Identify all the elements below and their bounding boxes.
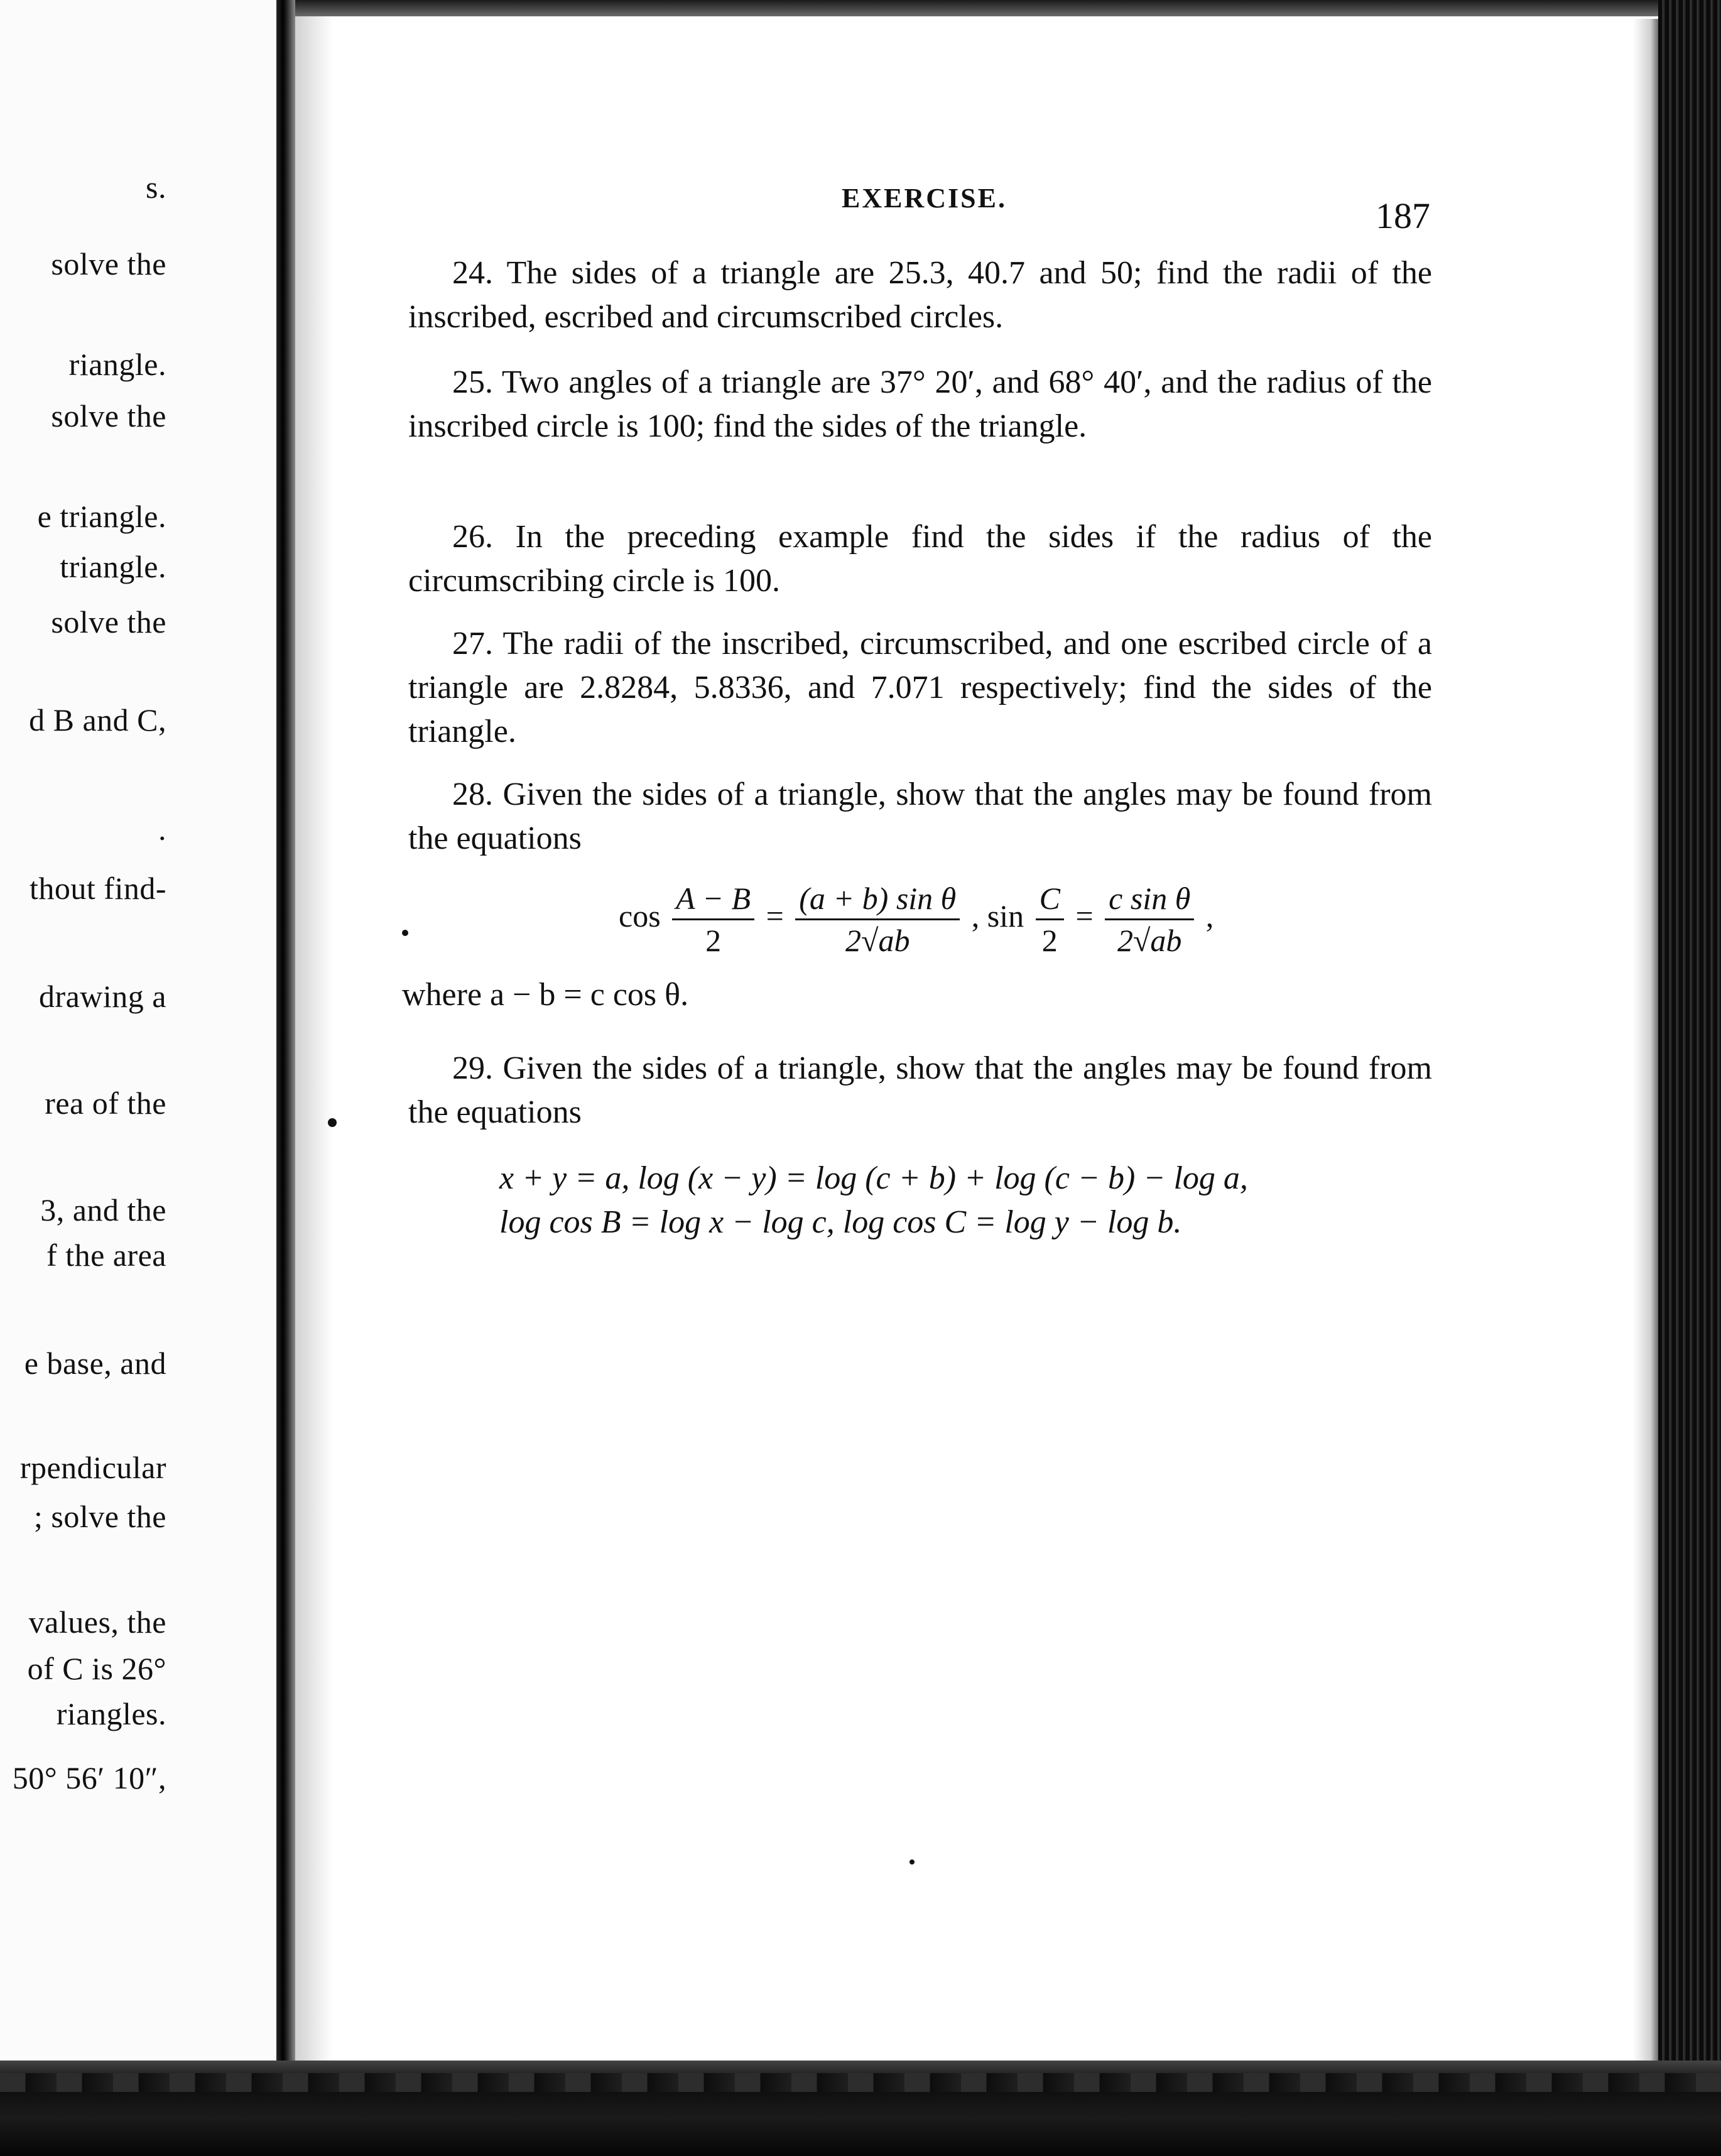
problem-text: Given the sides of a triangle, show that the angles may be found from the equations — [408, 776, 1433, 856]
problem-number: 26. — [452, 519, 493, 555]
problem-text: The radii of the inscribed, circumscribed, and one escribed circle of a triangle are 2.8284, 5.8336, and 7.071 respectively; find the sides of the triangle. — [408, 626, 1433, 749]
fraction-denominator: 2 — [1041, 923, 1058, 958]
bottom-page-stack — [0, 2073, 1721, 2092]
right-book-edge — [1658, 0, 1721, 2156]
fraction — [795, 878, 960, 961]
problem-28 — [408, 773, 1432, 861]
left-page-line: triangle. — [60, 549, 166, 584]
left-page-line: rpendicular — [19, 1450, 166, 1485]
left-page-line: s. — [146, 170, 166, 205]
left-page-line: 3, and the — [40, 1192, 166, 1228]
page-number: 187 — [1376, 195, 1430, 236]
spine-shadow — [295, 0, 333, 2073]
fraction-numerator: (a + b) sin θ — [795, 878, 960, 920]
left-page-line: solve the — [51, 398, 166, 433]
left-page-line: riangle. — [68, 347, 166, 382]
ink-speck — [328, 1118, 337, 1127]
comma: , — [1205, 898, 1214, 934]
left-page-line: e triangle. — [37, 499, 166, 534]
left-page-line: thout find- — [30, 871, 166, 906]
equals-sign: = — [766, 898, 784, 934]
problem-29 — [408, 1047, 1432, 1135]
problem-text: In the preceding example find the sides if the radius of the circumscribing circle is 100. — [408, 519, 1432, 599]
problem-text: Two angles of a triangle are 37° 20′, and 68° 40′, and the radius of the inscribed circle is 100; find the sides of the triangle. — [408, 364, 1432, 444]
formula-sin: sin — [987, 898, 1024, 934]
comma: , — [971, 898, 980, 934]
fraction — [1036, 878, 1064, 961]
fraction — [672, 878, 754, 961]
problem-text: The sides of a triangle are 25.3, 40.7 and 50; find the radii of the inscribed, escribed and circumscribed circles. — [408, 255, 1432, 335]
problem-27 — [408, 622, 1432, 754]
left-page-line: f the area — [46, 1238, 166, 1273]
where-clause: where a − b = c cos θ. — [402, 977, 689, 1013]
left-page-line: d B and C, — [29, 702, 166, 738]
top-page-edge — [295, 0, 1690, 16]
fraction-numerator: C — [1036, 878, 1064, 920]
fraction-denominator: 2√ab — [845, 923, 910, 958]
fraction — [1105, 878, 1194, 961]
left-page-line: ; solve the — [33, 1499, 166, 1534]
problem-number: 28. — [452, 776, 493, 812]
equals-sign: = — [1075, 898, 1094, 934]
left-page-line: drawing a — [38, 979, 166, 1014]
left-page-line: riangles. — [56, 1696, 166, 1731]
running-head: EXERCISE. — [842, 183, 1007, 214]
left-page-line: of C is 26° — [27, 1651, 166, 1686]
formula-28 — [619, 878, 1213, 961]
problem-24 — [408, 251, 1432, 339]
ink-speck — [402, 930, 408, 936]
ink-speck — [909, 1859, 915, 1865]
formula-cos: cos — [619, 898, 661, 934]
fraction-denominator: 2√ab — [1117, 923, 1182, 958]
left-page-line: e base, and — [24, 1346, 166, 1381]
left-page-line: values, the — [28, 1604, 166, 1640]
left-page-line: 50° 56′ 10″, — [12, 1760, 166, 1795]
problem-25 — [408, 361, 1432, 449]
fraction-numerator: A − B — [672, 878, 754, 920]
problem-number: 29. — [452, 1050, 493, 1086]
left-page-line: rea of the — [45, 1086, 166, 1121]
fraction-numerator: c sin θ — [1105, 878, 1194, 920]
problem-number: 27. — [452, 626, 493, 662]
book-spine — [276, 0, 295, 2073]
problem-26 — [408, 515, 1432, 603]
left-page-line: solve the — [51, 246, 166, 281]
equation-line: log cos B = log x − log c, log cos C = log y − log b. — [499, 1204, 1182, 1240]
left-page-line: solve the — [51, 604, 166, 640]
fraction-denominator: 2 — [705, 923, 722, 958]
right-page-curl — [1633, 19, 1658, 2061]
problem-text: Given the sides of a triangle, show that the angles may be found from the equations — [408, 1050, 1433, 1130]
problem-number: 24. — [452, 255, 493, 291]
equation-line: x + y = a, log (x − y) = log (c + b) + log (c − b) − log a, — [499, 1160, 1248, 1196]
left-page-line: . — [158, 812, 166, 847]
problem-number: 25. — [452, 364, 493, 400]
